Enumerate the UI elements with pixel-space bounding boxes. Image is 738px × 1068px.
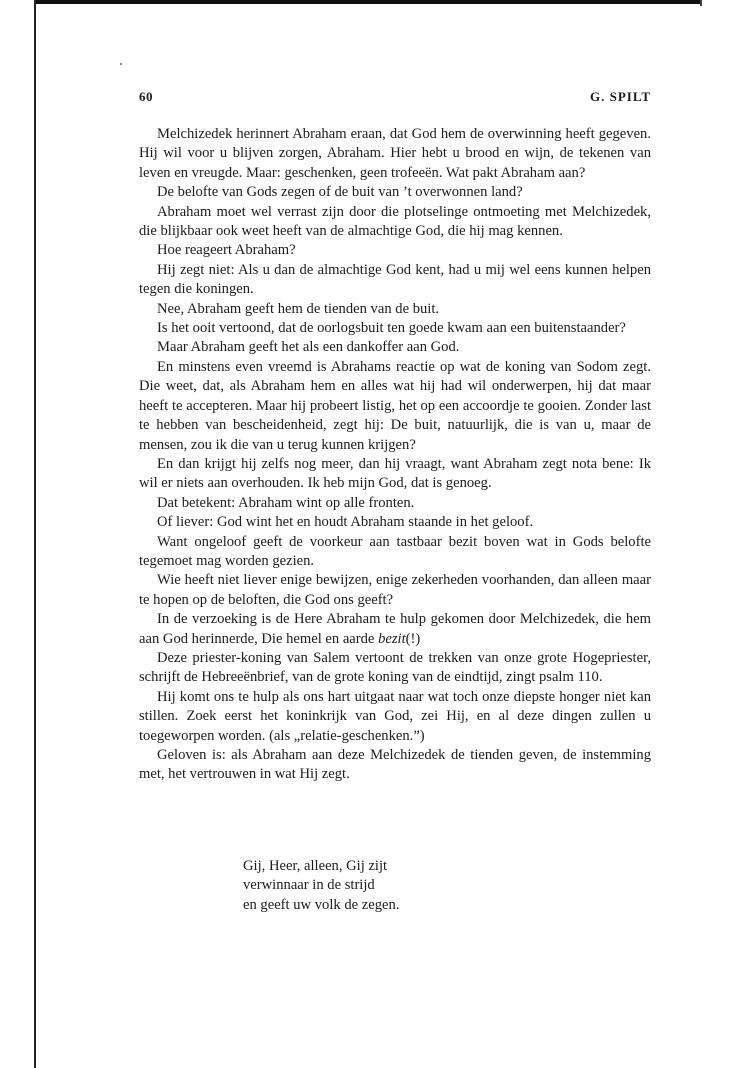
- paragraph: Maar Abraham geeft het als een dankoffer aan God.: [157, 339, 460, 356]
- poem: [243, 857, 399, 915]
- paragraph: De belofte van Gods zegen of de buit van ’t overwonnen land?: [157, 184, 523, 201]
- page-corner-mark: [700, 0, 702, 6]
- paragraph: Dat betekent: Abraham wint op alle fronten.: [157, 494, 415, 511]
- page-left-border: [34, 0, 36, 1068]
- paragraph: Of liever: God wint het en houdt Abraham staande in het geloof.: [157, 514, 534, 531]
- paragraph: Nee, Abraham geeft hem de tienden van de buit.: [157, 300, 440, 317]
- paragraph: Is het ooit vertoond, dat de oorlogsbuit ten goede kwam aan een buitenstaander?: [157, 320, 626, 337]
- paragraph: Want ongeloof geeft de voorkeur aan tastbaar bezit boven wat in Gods belofte tegemoet mag worden gezien.: [139, 533, 651, 569]
- page-number: 60: [139, 89, 153, 104]
- page-top-border: [34, 0, 702, 4]
- running-head: G. SPILT: [590, 89, 651, 104]
- paragraph-bezit: [139, 610, 651, 649]
- paper-speck: [120, 63, 122, 65]
- paragraph: Deze priester-koning van Salem vertoont de trekken van onze grote Hogepriester, schrijft de Hebreeënbrief, van de grote koning van de eindtijd, zingt psalm 110.: [139, 649, 651, 686]
- poem-line: verwinnaar in de strijd: [243, 877, 375, 894]
- poem-line: Gij, Heer, alleen, Gij zijt: [243, 858, 388, 874]
- paragraph: Hoe reageert Abraham?: [157, 242, 296, 259]
- paragraph: Wie heeft niet liever enige bewijzen, enige zekerheden voorhanden, dan alleen maar te hopen op de beloften, die God ons geeft?: [139, 572, 651, 608]
- paragraph: Abraham moet wel verrast zijn door die plotselinge ontmoeting met Melchizedek, die blijkbaar ook weet heeft van de almachtige God, die hij mag kennen.: [139, 203, 651, 240]
- bezit-italic: bezit: [378, 630, 406, 647]
- bezit-text-after: (!): [405, 630, 421, 647]
- paragraph: Melchizedek herinnert Abraham eraan, dat God hem de overwinning heeft gegeven. Hij wil voor u blijven zorgen, Abraham. Hier hebt u brood en wijn, de tekenen van leven en vreugde. Maar: geschenken, geen trofeeën. Wat pakt Abraham aan?: [139, 126, 651, 181]
- paragraph: En dan krijgt hij zelfs nog meer, dan hij vraagt, want Abraham zegt nota bene: Ik wil er niets aan overhouden. Ik heb mijn God, dat is genoeg.: [139, 455, 651, 492]
- paragraph: Hij zegt niet: Als u dan de almachtige God kent, had u mij wel eens kunnen helpen tegen die koningen.: [139, 261, 651, 298]
- body-text: [139, 125, 651, 785]
- paragraph: Geloven is: als Abraham aan deze Melchizedek de tienden geven, de instemming met, het vertrouwen in wat Hij zegt.: [139, 747, 651, 783]
- poem-line: en geeft uw volk de zegen.: [243, 896, 400, 913]
- bezit-text-before: In de verzoeking is de Here Abraham te hulp gekomen door Melchizedek, die hem aan God herinnerde, Die hemel en aarde: [139, 611, 651, 647]
- paragraph: En minstens even vreemd is Abrahams reactie op wat de koning van Sodom zegt. Die weet, dat, als Abraham hem en alles wat hij had wil onderwerpen, hij dat maar heeft te accepteren. Maar hij probeert listig, het op een accoordje te gooien. Zonder last te hebben van bescheidenheid, zegt hij: De buit, natuurlijk, die is van u, maar de mensen, zou ik die van u terug kunnen krijgen?: [139, 358, 651, 453]
- paragraph: Hij komt ons te hulp als ons hart uitgaat naar wat toch onze diepste honger niet kan stillen. Zoek eerst het koninkrijk van God, zei Hij, en al deze dingen zullen u toegeworpen worden. (als „relatie-geschenken.”): [139, 688, 651, 744]
